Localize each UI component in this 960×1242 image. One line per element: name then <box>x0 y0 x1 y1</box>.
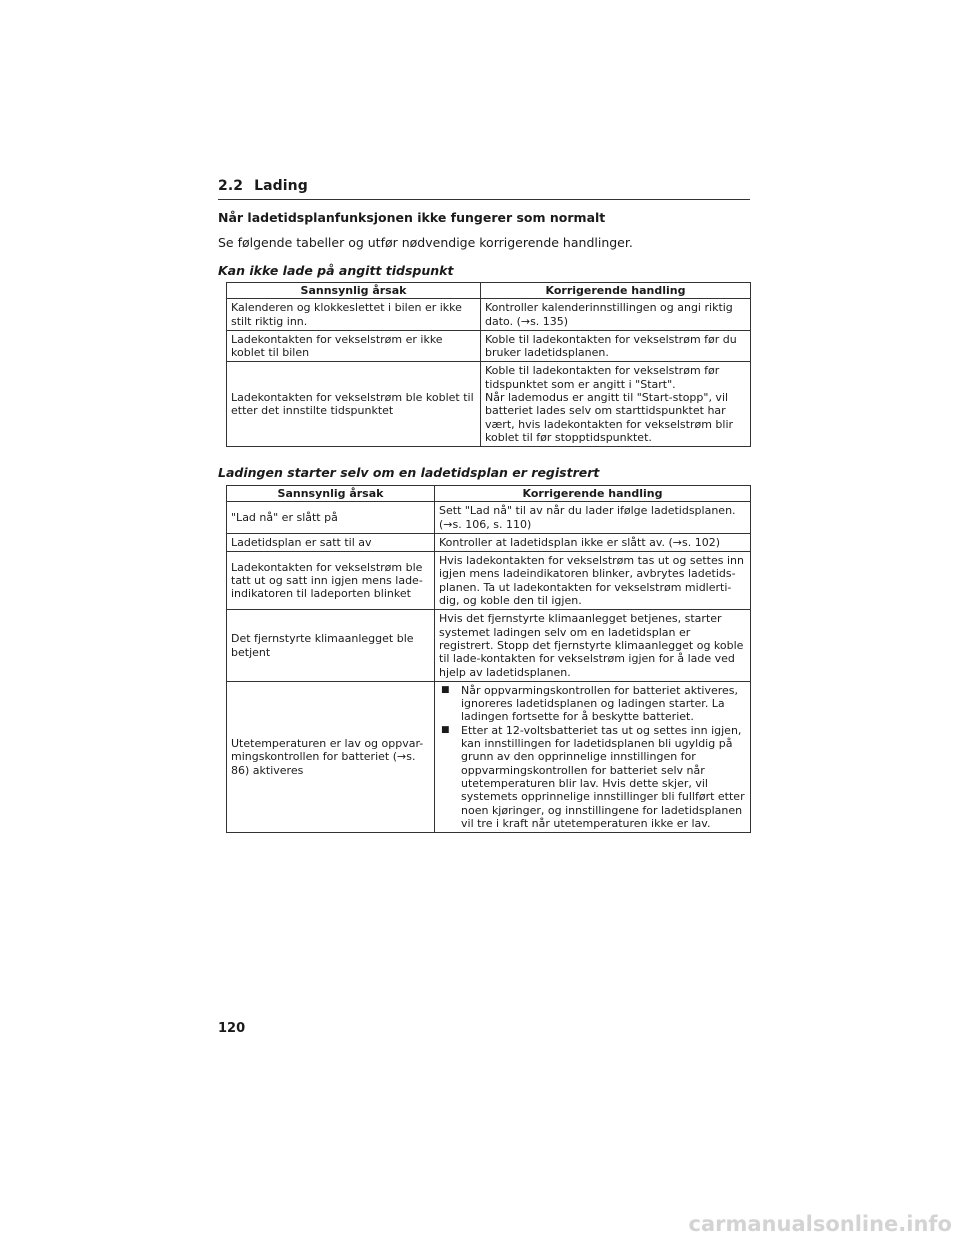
action-cell <box>481 362 751 447</box>
column-header-cause: Sannsynlig årsak <box>227 486 435 502</box>
bullet-item: ■ Etter at 12-voltsbatteriet tas ut og settes inn igjen, kan innstillingen for ladetidsplanen bli ugyldig på grunn av den opprinnelige innstillingen for oppvarmingskontrollen for batteriet selv når utetemperaturen blir lav. Hvis dette skjer, vil systemets opprinnelige innstillinger bli fullført etter noen kjøringer, og innstillingene for ladetidsplanen vil tre i kraft når utetemperaturen ikke er lav. <box>439 724 746 830</box>
table-row <box>227 330 751 362</box>
cause-cell: Kalenderen og klokkeslettet i bilen er ikke stilt riktig inn. <box>227 299 481 331</box>
action-cell: Hvis ladekontakten for vekselstrøm tas ut og settes inn igjen mens ladeindikatoren blinker, avbrytes ladetids-planen. Ta ut ladekontakten for vekselstrøm midlerti-dig, og koble den til igjen. <box>435 552 751 610</box>
table-row <box>227 610 751 681</box>
action-cell: Kontroller kalenderinnstillingen og angi riktig dato. (→s. 135) <box>481 299 751 331</box>
table-row <box>227 681 751 832</box>
cause-cell: "Lad nå" er slått på <box>227 502 435 534</box>
table-row <box>227 362 751 447</box>
section-number: 2.2 <box>218 178 244 194</box>
action-paragraph: Når lademodus er angitt til "Start-stopp", vil batteriet lades selv om starttidspunktet har vært, hvis ladekontakten for vekselstrøm blir koblet til før stopptidspunktet. <box>485 391 734 444</box>
column-header-action: Korrigerende handling <box>435 486 751 502</box>
cause-cell: Ladekontakten for vekselstrøm ble tatt ut og satt inn igjen mens lade-indikatoren til ladeporten blinket <box>227 552 435 610</box>
page-number: 120 <box>218 1021 246 1036</box>
table1-caption: Kan ikke lade på angitt tidspunkt <box>218 263 454 278</box>
table-header-row <box>227 486 751 502</box>
action-cell: Sett "Lad nå" til av når du lader ifølge ladetidsplanen. (→s. 106, s. 110) <box>435 502 751 534</box>
watermark: carmanualsonline.info <box>688 1212 952 1236</box>
section-title: Lading <box>254 178 308 194</box>
table-row <box>227 552 751 610</box>
table1 <box>226 282 751 447</box>
table-row <box>227 533 751 551</box>
section-header <box>218 178 750 200</box>
action-cell <box>435 681 751 832</box>
action-cell: Koble til ladekontakten for vekselstrøm før du bruker ladetidsplanen. <box>481 330 751 362</box>
table-row <box>227 502 751 534</box>
bullet-item: ■ Når oppvarmingskontrollen for batteriet aktiveres, ignoreres ladetidsplanen og ladingen starter. La ladingen fortsette for å beskytte batteriet. <box>439 684 746 724</box>
cause-cell: Utetemperaturen er lav og oppvar-mingskontrollen for batteriet (→s. 86) aktiveres <box>227 681 435 832</box>
cause-cell: Ladetidsplan er satt til av <box>227 533 435 551</box>
column-header-cause: Sannsynlig årsak <box>227 283 481 299</box>
cause-cell: Ladekontakten for vekselstrøm ble koblet til etter det innstilte tidspunktet <box>227 362 481 447</box>
bullet-list <box>439 684 746 830</box>
action-paragraph: Koble til ladekontakten for vekselstrøm før tidspunktet som er angitt i "Start". <box>485 364 720 391</box>
action-cell: Kontroller at ladetidsplan ikke er slått av. (→s. 102) <box>435 533 751 551</box>
cause-cell: Det fjernstyrte klimaanlegget ble betjent <box>227 610 435 681</box>
intro-text: Se følgende tabeller og utfør nødvendige korrigerende handlinger. <box>218 235 633 250</box>
table2-caption: Ladingen starter selv om en ladetidsplan er registrert <box>218 465 600 480</box>
cause-cell: Ladekontakten for vekselstrøm er ikke koblet til bilen <box>227 330 481 362</box>
table-row <box>227 299 751 331</box>
table-header-row <box>227 283 751 299</box>
page-heading: Når ladetidsplanfunksjonen ikke fungerer som normalt <box>218 210 606 225</box>
action-cell: Hvis det fjernstyrte klimaanlegget betjenes, starter systemet ladingen selv om en ladetidsplan er registrert. Stopp det fjernstyrte klimaanlegget og koble til lade-kontakten for vekselstrøm igjen for å lade ved hjelp av ladetidsplanen. <box>435 610 751 681</box>
column-header-action: Korrigerende handling <box>481 283 751 299</box>
table2 <box>226 485 751 833</box>
